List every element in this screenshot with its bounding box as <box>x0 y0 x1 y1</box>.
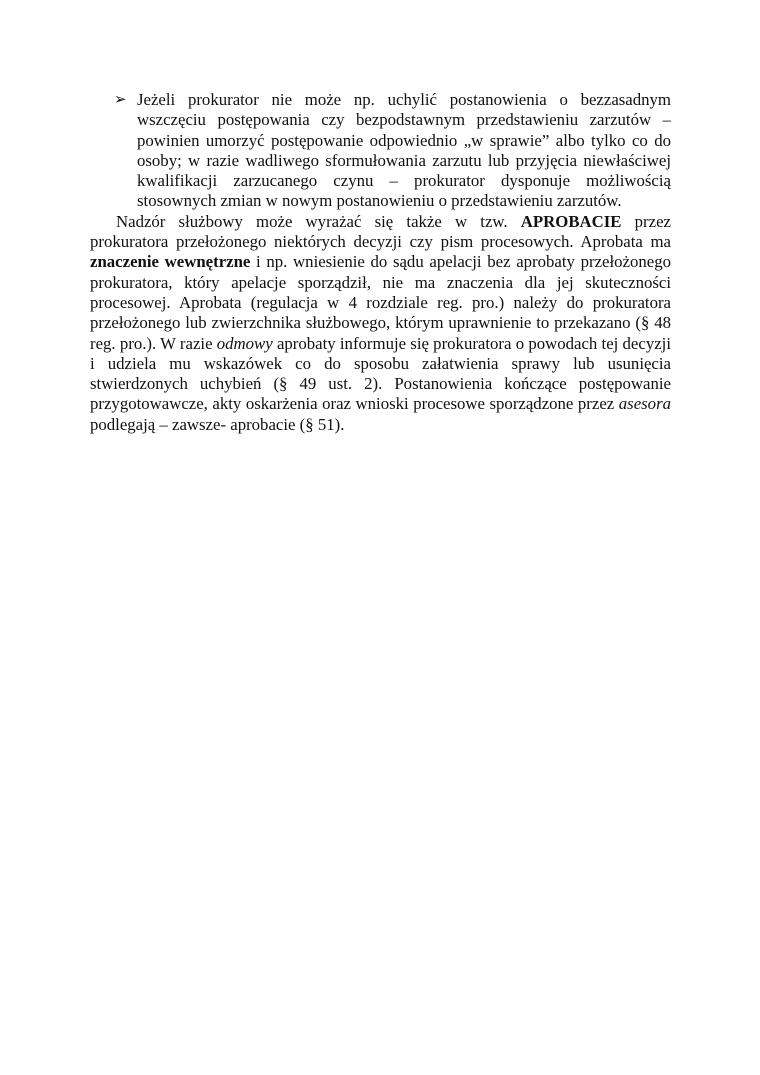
document-page <box>90 90 671 435</box>
italic-term-asesora: asesora <box>618 394 671 414</box>
italic-term-odmowy: odmowy <box>216 333 273 353</box>
bold-term-znaczenie-wewnetrzne: znaczenie wewnętrzne <box>90 252 251 272</box>
paragraph-text: przez prokuratora przełożonego niektórych decyzji czy pism procesowych. Aprobata ma <box>90 211 671 252</box>
bullet-list-item <box>90 90 671 212</box>
paragraph-text: i np. wniesienie do sądu apelacji bez aprobaty przełożonego prokuratora, który apelacje sporządził, nie ma znaczenia dla jej skuteczności procesowej. Aprobata (regulacja w 4 rozdziale reg. pro.) należy do prokuratora przełożonego lub zwierzchnika służbowego, którym uprawnienie to przekazano (§ 48 reg. pro.). W razie <box>90 252 671 353</box>
arrow-bullet-icon: ➢ <box>114 92 127 108</box>
body-paragraph <box>90 212 671 435</box>
paragraph-text: podlegają – zawsze- aprobacie (§ 51). <box>90 414 345 434</box>
paragraph-text: aprobaty informuje się prokuratora o powodach tej decyzji i udziela mu wskazówek co do sposobu załatwienia sprawy lub usunięcia stwierdzonych uchybień (§ 49 ust. 2). Postanowienia kończące postępowanie przygotowawcze, akty oskarżenia oraz wnioski procesowe sporządzone przez <box>90 333 671 414</box>
bullet-text: Jeżeli prokurator nie może np. uchylić postanowienia o bezzasadnym wszczęciu postępowania czy bezpodstawnym przedstawieniu zarzutów – powinien umorzyć postępowanie odpowiednio „w sprawie” albo tylko co do osoby; w razie wadliwego sformułowania zarzutu lub przyjęcia niewłaściwej kwalifikacji zarzucanego czynu – prokurator dysponuje możliwością stosownych zmian w nowym postanowieniu o przedstawieniu zarzutów. <box>137 90 671 211</box>
bold-term-aprobacie: APROBACIE <box>520 211 622 231</box>
paragraph-text: Nadzór służbowy może wyrażać się także w tzw. <box>116 211 521 231</box>
